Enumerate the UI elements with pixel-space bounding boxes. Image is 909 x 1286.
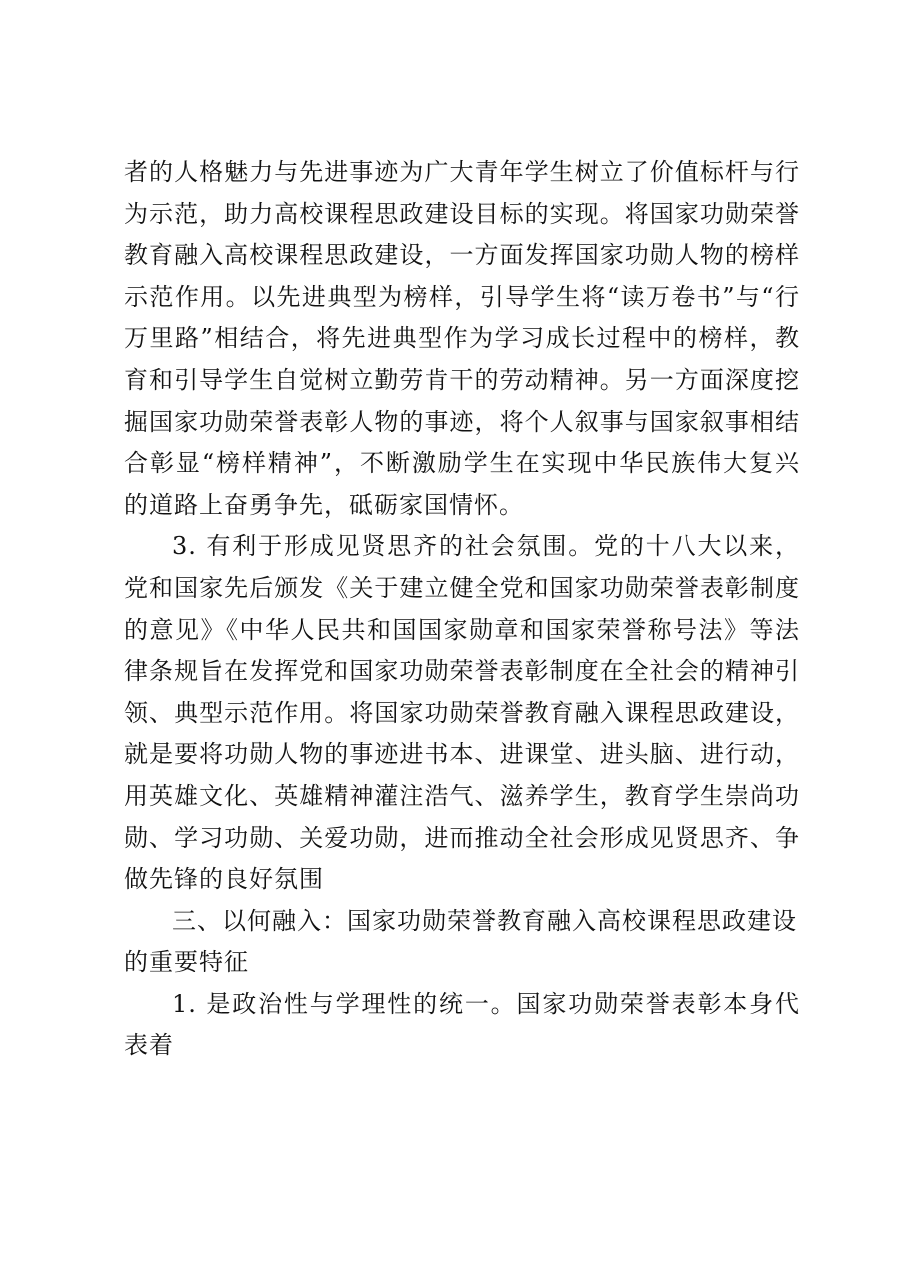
- paragraph-role-models: 者的人格魅力与先进事迹为广大青年学生树立了价值标杆与行为示范，助力高校课程思政建设目标的实现。将国家功勋荣誉教育融入高校课程思政建设，一方面发挥国家功勋人物的榜样示范作用。以先进典型为榜样，引导学生将“读万卷书”与“行万里路”相结合，将先进典型作为学习成长过程中的榜样，教育和引导学生自觉树立勤劳肯干的劳动精神。另一方面深度挖掘国家功勋荣誉表彰人物的事迹，将个人叙事与国家叙事相结合彰显“榜样精神”，不断激励学生在实现中华民族伟大复兴的道路上奋勇争先，砥砺家国情怀。: [124, 158, 800, 519]
- section-heading: 三、以何融入：国家功勋荣誉教育融入高校课程思政建设的重要特征: [124, 906, 797, 977]
- document-body: [124, 152, 800, 1067]
- paragraph-political-academic: 1. 是政治性与学理性的统一。国家功勋荣誉表彰本身代表着: [124, 989, 800, 1060]
- paragraph-social-atmosphere: 3. 有利于形成见贤思齐的社会氛围。党的十八大以来，党和国家先后颁发《关于建立健全党和国家功勋荣誉表彰制度的意见》《中华人民共和国国家勋章和国家荣誉称号法》等法律条规旨在发挥党和国家功勋荣誉表彰制度在全社会的精神引领、典型示范作用。将国家功勋荣誉教育融入课程思政建设，就是要将功勋人物的事迹进书本、进课堂、进头脑、进行动，用英雄文化、英雄精神灌注浩气、滋养学生，教育学生崇尚功勋、学习功勋、关爱功勋，进而推动全社会形成见贤思齐、争做先锋的良好氛围: [124, 532, 800, 894]
